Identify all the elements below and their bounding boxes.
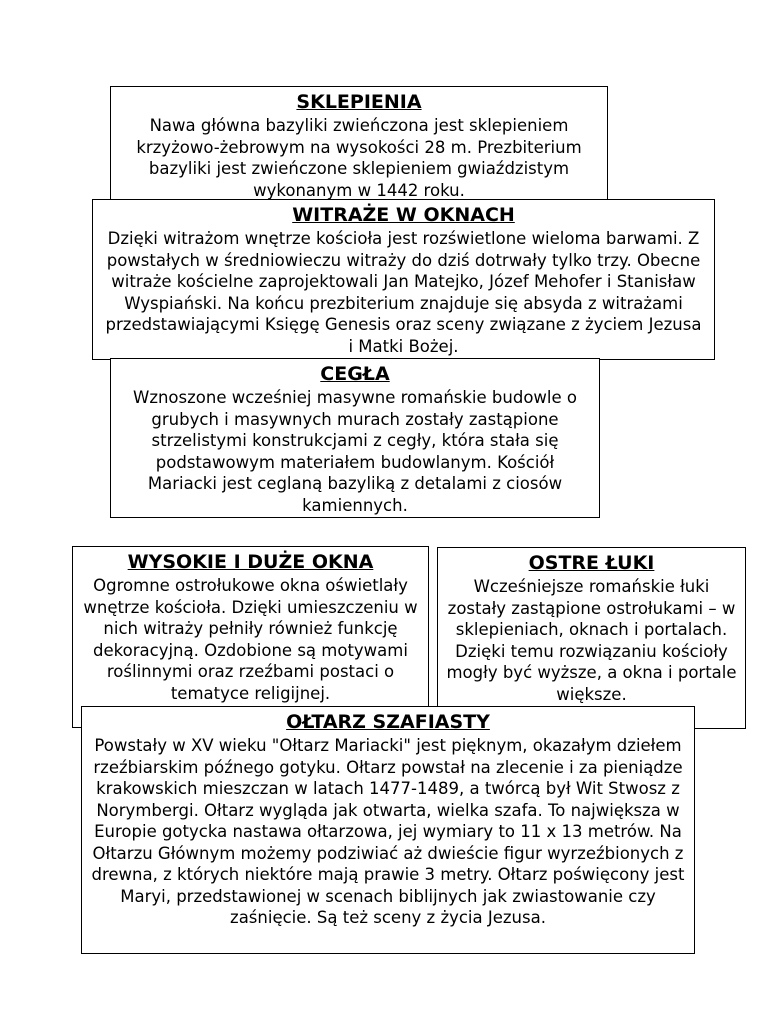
section-text: Dzięki witrażom wnętrze kościoła jest rozświetlone wieloma barwami. Z powstałych w średniowieczu witraży do dziś dotrwały tylko trzy. Obecne witraże kościelne zaprojektowali Jan Matejko, Józef Mehofer i Stanisław Wyspiański. Na końcu prezbiterium znajduje się absyda z witrażami przedstawiającymi Księgę Genesis oraz sceny związane z życiem Jezusa i Matki Bożej. — [105, 229, 702, 356]
section-wysokie-okna — [72, 546, 429, 728]
section-text: Powstały w XV wieku "Ołtarz Mariacki" jest pięknym, okazałym dziełem rzeźbiarskim późnego gotyku. Ołtarz powstał na zlecenie i za pieniądze krakowskich mieszczan w latach 1477-1489, a twórcą był Wit Stwosz z Norymbergi. Ołtarz wygląda jak otwarta, wielka szafa. To największa w Europie gotycka nastawa ołtarzowa, jej wymiary to 11 x 13 metrów. Na Ołtarzu Głównym możemy podziwiać aż dwieście figur wyrzeźbionych z drewna, z których niektóre mają prawie 3 metry. Ołtarz poświęcony jest Maryi, przedstawionej w scenach biblijnych jak zwiastowanie czy zaśnięcie. Są też sceny z życia Jezusa. — [91, 736, 685, 927]
section-sklepienia — [110, 86, 608, 206]
section-cegla — [110, 358, 600, 518]
section-title: WYSOKIE I DUŻE OKNA — [127, 551, 374, 573]
section-title: CEGŁA — [320, 363, 390, 385]
section-ostre-luki — [437, 547, 746, 729]
section-title: OSTRE ŁUKI — [528, 552, 655, 574]
section-witraze — [92, 199, 715, 360]
section-text: Ogromne ostrołukowe okna oświetlały wnętrze kościoła. Dzięki umieszczeniu w nich witraży pełniły również funkcję dekoracyjną. Ozdobione są motywami roślinnymi oraz rzeźbami postaci o tematyce religijnej. — [83, 576, 418, 703]
section-title: WITRAŻE W OKNACH — [292, 204, 515, 226]
section-title: SKLEPIENIA — [296, 91, 422, 113]
section-title: OŁTARZ SZAFIASTY — [286, 711, 490, 733]
section-oltarz-szafiasty — [81, 706, 695, 954]
section-text: Wcześniejsze romańskie łuki zostały zastąpione ostrołukami – w sklepieniach, oknach i portalach. Dzięki temu rozwiązaniu kościoły mogły być wyższe, a okna i portale większe. — [446, 577, 737, 704]
section-text: Nawa główna bazyliki zwieńczona jest sklepieniem krzyżowo-żebrowym na wysokości 28 m. Prezbiterium bazyliki jest zwieńczone sklepieniem gwiaździstym wykonanym w 1442 roku. — [136, 116, 582, 200]
section-text: Wznoszone wcześniej masywne romańskie budowle o grubych i masywnych murach zostały zastąpione strzelistymi konstrukcjami z cegły, która stała się podstawowym materiałem budowlanym. Kościół Mariacki jest ceglaną bazyliką z detalami z ciosów kamiennych. — [133, 388, 577, 515]
